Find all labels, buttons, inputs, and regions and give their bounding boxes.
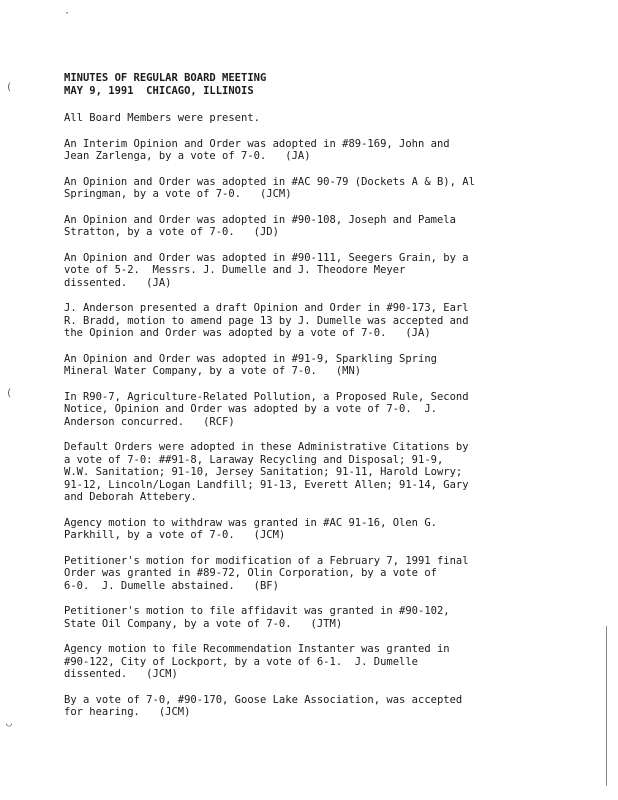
minutes-paragraph: Petitioner's motion for modification of a February 7, 1991 final Order was granted in #89-72, Olin Corporation, by a vote of 6-0. J. Dumelle abstained. (BF) xyxy=(64,554,469,592)
minutes-paragraph: J. Anderson presented a draft Opinion and Order in #90-173, Earl R. Bradd, motion to amend page 13 by J. Dumelle was accepted and the Opinion and Order was adopted by a vote of 7-0. (JA) xyxy=(64,302,469,339)
scan-speck: · xyxy=(64,8,71,19)
minutes-paragraph: Agency motion to withdraw was granted in #AC 91-16, Olen G. Parkhill, by a vote of 7-0. (JCM) xyxy=(64,516,437,541)
document-date-location: MAY 9, 1991 CHICAGO, ILLINOIS xyxy=(64,84,254,97)
minutes-paragraph: An Opinion and Order was adopted in #90-108, Joseph and Pamela Stratton, by a vote of 7-0. (JD) xyxy=(64,213,456,238)
minutes-paragraph: In R90-7, Agriculture-Related Pollution, a Proposed Rule, Second Notice, Opinion and Order was adopted by a vote of 7-0. J. Anderson concurred. (RCF) xyxy=(64,390,469,428)
minutes-paragraph: An Opinion and Order was adopted in #90-111, Seegers Grain, by a vote of 5-2. Messrs. J. Dumelle and J. Theodore Meyer dissented. (JA) xyxy=(64,251,469,289)
binder-hole-mark: ( xyxy=(6,82,13,93)
minutes-paragraph: By a vote of 7-0, #90-170, Goose Lake Association, was accepted for hearing. (JCM) xyxy=(64,693,463,718)
minutes-paragraph: An Interim Opinion and Order was adopted in #89-169, John and Jean Zarlenga, by a vote of 7-0. (JA) xyxy=(64,137,450,162)
minutes-paragraph: Petitioner's motion to file affidavit was granted in #90-102, State Oil Company, by a vote of 7-0. (JTM) xyxy=(64,605,450,630)
binder-hole-mark: ( xyxy=(6,388,13,399)
minutes-paragraph: All Board Members were present. xyxy=(64,112,260,124)
document-title: MINUTES OF REGULAR BOARD MEETING xyxy=(64,72,267,84)
minutes-paragraph: An Opinion and Order was adopted in #91-9, Sparkling Spring Mineral Water Company, by a vote of 7-0. (MN) xyxy=(64,352,437,377)
minutes-paragraph: Default Orders were adopted in these Administrative Citations by a vote of 7-0: ##91-8, Laraway Recycling and Disposal; 91-9, W.W. Sanitation; 91-10, Jersey Sanitation; 91-11, Harold Lowry; 91-12, Lincoln/Logan Landfill; 91-13, Everett Allen; 91-14, Gary and Deborah Attebery. xyxy=(64,441,469,503)
minutes-paragraph: Agency motion to file Recommendation Instanter was granted in #90-122, City of Lockport, by a vote of 6-1. J. Dumelle dissented. (JCM) xyxy=(64,643,450,680)
scan-edge-line xyxy=(606,626,607,786)
binder-hole-mark: ◡ xyxy=(6,718,13,729)
minutes-body xyxy=(64,72,564,719)
minutes-paragraph: An Opinion and Order was adopted in #AC 90-79 (Dockets A & B), Al Springman, by a vote of 7-0. (JCM) xyxy=(64,175,475,200)
